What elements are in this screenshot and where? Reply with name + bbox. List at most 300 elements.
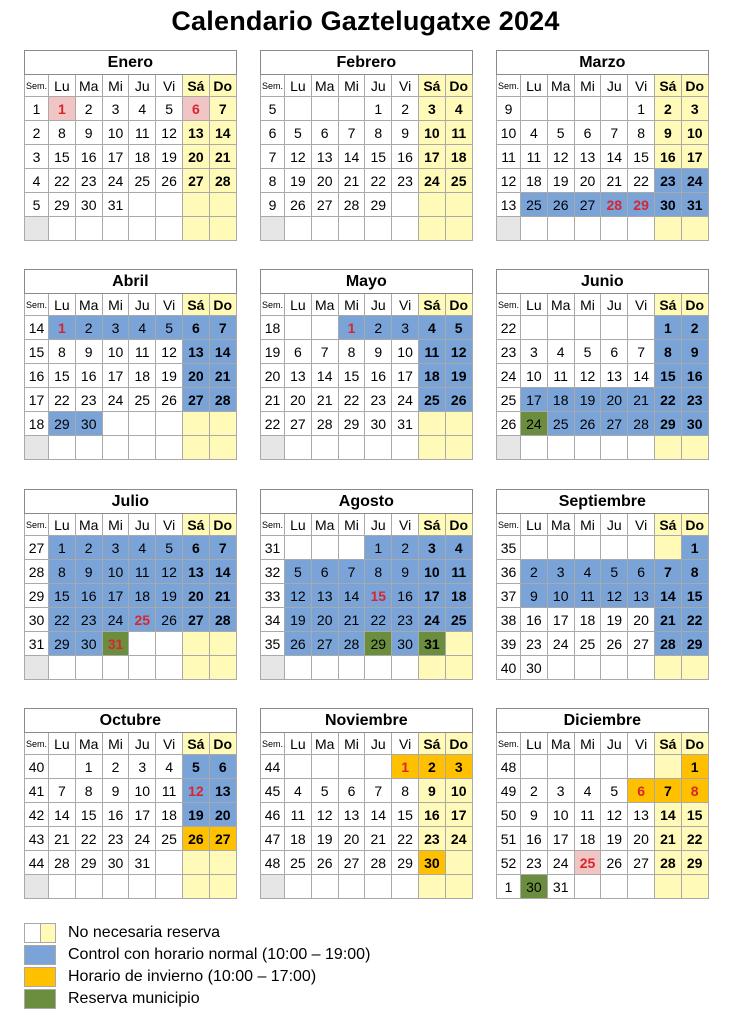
week-number [25,436,49,460]
week-number: 26 [497,412,521,436]
week-number: 22 [261,412,285,436]
empty-day-cell [365,436,392,460]
day-cell: 22 [681,827,708,851]
empty-day-cell [311,97,338,121]
day-cell: 27 [182,608,209,632]
day-cell: 17 [547,827,574,851]
empty-day-cell [601,217,628,241]
empty-day-cell [445,412,472,436]
day-cell: 4 [418,316,445,340]
day-cell: 1 [681,755,708,779]
empty-day-cell [392,656,419,680]
day-cell: 15 [365,145,392,169]
day-cell: 2 [75,536,102,560]
day-cell: 14 [628,364,655,388]
empty-day-cell [628,755,655,779]
day-cell: 8 [681,779,708,803]
empty-day-cell [681,217,708,241]
day-cell: 27 [285,412,312,436]
empty-day-cell [521,316,548,340]
day-cell: 28 [338,632,365,656]
week-number [25,875,49,899]
day-cell: 15 [628,145,655,169]
day-cell: 2 [654,97,681,121]
empty-day-cell [445,875,472,899]
legend-swatch-orange [24,967,56,987]
weekday-header: Mi [102,75,129,97]
empty-day-cell [182,875,209,899]
month-noviembre [260,708,472,899]
day-cell: 30 [102,851,129,875]
day-cell: 27 [601,412,628,436]
day-cell: 24 [129,827,156,851]
day-cell: 13 [285,364,312,388]
day-cell: 16 [392,584,419,608]
weekday-header: Ju [365,733,392,755]
day-cell: 19 [547,169,574,193]
day-cell: 3 [445,755,472,779]
day-cell: 6 [182,536,209,560]
empty-day-cell [129,656,156,680]
day-cell: 3 [129,755,156,779]
week-number: 48 [261,851,285,875]
day-cell: 28 [338,193,365,217]
day-cell: 26 [156,388,183,412]
day-cell: 11 [129,340,156,364]
weekday-header: Sá [654,75,681,97]
week-number: 17 [25,388,49,412]
day-cell: 6 [311,560,338,584]
day-cell: 10 [102,121,129,145]
day-cell: 29 [392,851,419,875]
empty-day-cell [285,536,312,560]
day-cell: 8 [365,560,392,584]
empty-day-cell [311,755,338,779]
day-cell: 20 [285,388,312,412]
weekday-header: Sá [418,294,445,316]
day-cell: 19 [601,608,628,632]
weekday-header: Do [445,294,472,316]
month-febrero [260,50,472,241]
day-cell: 20 [209,803,236,827]
legend-swatch-free [24,923,56,943]
day-cell: 26 [601,632,628,656]
week-number [261,436,285,460]
day-cell: 22 [654,388,681,412]
empty-day-cell [182,412,209,436]
week-number [25,656,49,680]
weekday-header: Do [209,733,236,755]
day-cell: 20 [338,827,365,851]
week-number: 42 [25,803,49,827]
day-cell: 5 [285,560,312,584]
month-octubre [24,708,236,899]
day-cell: 17 [392,364,419,388]
day-cell: 26 [285,632,312,656]
day-cell: 5 [156,536,183,560]
empty-day-cell [338,217,365,241]
weekday-header: Ju [601,75,628,97]
day-cell: 23 [102,827,129,851]
week-number: 11 [497,145,521,169]
weekday-header: Ma [547,733,574,755]
weekday-header: Mi [102,514,129,536]
weekday-header: Sá [418,733,445,755]
day-cell: 7 [628,340,655,364]
day-cell: 25 [521,193,548,217]
day-cell: 6 [311,121,338,145]
month-marzo [496,50,708,241]
empty-day-cell [156,412,183,436]
empty-day-cell [392,193,419,217]
day-cell: 25 [574,632,601,656]
day-cell: 15 [49,584,76,608]
day-cell: 27 [209,827,236,851]
day-cell: 8 [75,779,102,803]
day-cell: 10 [392,340,419,364]
week-number: 7 [261,145,285,169]
day-cell: 4 [445,97,472,121]
weekday-header: Mi [102,733,129,755]
month-diciembre [496,708,708,899]
day-cell: 29 [49,193,76,217]
day-cell: 5 [601,779,628,803]
week-number: 31 [261,536,285,560]
day-cell: 10 [129,779,156,803]
weekday-header: Vi [156,75,183,97]
week-number: 29 [25,584,49,608]
week-number: 46 [261,803,285,827]
day-cell: 21 [49,827,76,851]
day-cell: 30 [681,412,708,436]
day-cell: 1 [654,316,681,340]
day-cell: 3 [102,316,129,340]
empty-day-cell [547,217,574,241]
day-cell: 26 [182,827,209,851]
day-cell: 10 [102,340,129,364]
day-cell: 30 [521,875,548,899]
weekday-header: Do [209,75,236,97]
day-cell: 23 [365,388,392,412]
day-cell: 17 [521,388,548,412]
empty-day-cell [102,436,129,460]
day-cell: 1 [392,755,419,779]
month-name: Marzo [497,51,709,75]
month-name: Febrero [261,51,473,75]
empty-day-cell [574,656,601,680]
day-cell: 12 [285,584,312,608]
week-number: 33 [261,584,285,608]
weekday-header: Ju [365,294,392,316]
legend-swatch-green [24,989,56,1009]
day-cell: 10 [445,779,472,803]
day-cell: 12 [601,584,628,608]
empty-day-cell [49,217,76,241]
week-number: 1 [25,97,49,121]
day-cell: 9 [392,560,419,584]
week-number: 2 [25,121,49,145]
empty-day-cell [49,436,76,460]
empty-day-cell [418,217,445,241]
week-number: 51 [497,827,521,851]
empty-day-cell [547,755,574,779]
empty-day-cell [209,875,236,899]
weekday-header: Ju [601,514,628,536]
day-cell: 31 [102,632,129,656]
week-number [25,217,49,241]
empty-day-cell [365,755,392,779]
day-cell: 12 [445,340,472,364]
day-cell: 20 [311,608,338,632]
day-cell: 25 [547,412,574,436]
day-cell: 7 [654,560,681,584]
empty-day-cell [338,875,365,899]
day-cell: 19 [445,364,472,388]
day-cell: 13 [311,584,338,608]
weekday-header: Do [445,75,472,97]
day-cell: 25 [129,608,156,632]
day-cell: 17 [681,145,708,169]
day-cell: 27 [182,388,209,412]
day-cell: 28 [628,412,655,436]
empty-day-cell [311,436,338,460]
day-cell: 16 [681,364,708,388]
day-cell: 13 [182,560,209,584]
weekday-header: Lu [49,514,76,536]
day-cell: 24 [102,608,129,632]
day-cell: 22 [338,388,365,412]
weekday-header: Lu [521,294,548,316]
day-cell: 7 [654,779,681,803]
day-cell: 26 [285,193,312,217]
day-cell: 8 [338,340,365,364]
day-cell: 14 [311,364,338,388]
empty-day-cell [338,436,365,460]
empty-day-cell [311,875,338,899]
day-cell: 1 [49,536,76,560]
day-cell: 15 [338,364,365,388]
day-cell: 26 [156,608,183,632]
day-cell: 17 [102,364,129,388]
day-cell: 24 [681,169,708,193]
weekday-header: Ju [129,514,156,536]
empty-day-cell [129,436,156,460]
day-cell: 17 [445,803,472,827]
day-cell: 8 [49,560,76,584]
empty-day-cell [129,632,156,656]
day-cell: 8 [654,340,681,364]
week-number: 18 [25,412,49,436]
day-cell: 5 [547,121,574,145]
day-cell: 22 [49,388,76,412]
day-cell: 8 [49,121,76,145]
weekday-header: Mi [338,294,365,316]
day-cell: 18 [129,364,156,388]
day-cell: 11 [129,560,156,584]
week-number: 31 [25,632,49,656]
day-cell: 24 [418,169,445,193]
day-cell: 30 [418,851,445,875]
month-name: Junio [497,270,709,294]
day-cell: 2 [365,316,392,340]
weekday-header: Do [681,75,708,97]
empty-day-cell [129,875,156,899]
day-cell: 24 [521,412,548,436]
day-cell: 29 [681,851,708,875]
day-cell: 18 [547,388,574,412]
day-cell: 10 [418,121,445,145]
weekday-header: Ju [601,294,628,316]
day-cell: 6 [574,121,601,145]
month-mayo [260,269,472,460]
day-cell: 31 [418,632,445,656]
month-name: Abril [25,270,237,294]
weekday-header: Do [209,514,236,536]
empty-day-cell [102,875,129,899]
day-cell: 1 [338,316,365,340]
day-cell: 8 [365,121,392,145]
day-cell: 20 [182,145,209,169]
day-cell: 11 [521,145,548,169]
week-number: 12 [497,169,521,193]
empty-day-cell [418,436,445,460]
weekday-header: Vi [628,294,655,316]
day-cell: 22 [628,169,655,193]
day-cell: 11 [156,779,183,803]
day-cell: 26 [445,388,472,412]
empty-day-cell [418,193,445,217]
day-cell: 22 [75,827,102,851]
day-cell: 15 [654,364,681,388]
empty-day-cell [521,536,548,560]
empty-day-cell [311,656,338,680]
weekday-header: Vi [392,75,419,97]
weekday-header: Mi [338,514,365,536]
week-number-header: Sem. [25,75,49,97]
weekday-header: Ju [365,514,392,536]
day-cell: 3 [418,536,445,560]
day-cell: 16 [365,364,392,388]
legend [24,922,370,1010]
day-cell: 26 [311,851,338,875]
day-cell: 2 [75,316,102,340]
month-name: Octubre [25,709,237,733]
empty-day-cell [102,656,129,680]
day-cell: 6 [182,316,209,340]
day-cell: 2 [418,755,445,779]
weekday-header: Ma [311,75,338,97]
week-number: 36 [497,560,521,584]
day-cell: 26 [574,412,601,436]
month-septiembre [496,489,708,680]
day-cell: 9 [75,121,102,145]
day-cell: 7 [209,97,236,121]
day-cell: 5 [182,755,209,779]
empty-day-cell [338,97,365,121]
day-cell: 23 [75,388,102,412]
empty-day-cell [574,875,601,899]
week-number: 1 [497,875,521,899]
day-cell: 20 [182,584,209,608]
day-cell: 23 [418,827,445,851]
day-cell: 11 [547,364,574,388]
day-cell: 21 [338,169,365,193]
day-cell: 17 [547,608,574,632]
empty-day-cell [182,656,209,680]
weekday-header: Mi [574,514,601,536]
empty-day-cell [654,755,681,779]
day-cell: 7 [311,340,338,364]
day-cell: 20 [182,364,209,388]
weekday-header: Mi [338,75,365,97]
day-cell: 25 [445,169,472,193]
empty-day-cell [547,436,574,460]
day-cell: 23 [392,169,419,193]
day-cell: 5 [285,121,312,145]
empty-day-cell [418,412,445,436]
weekday-header: Do [681,733,708,755]
week-number: 21 [261,388,285,412]
month-name: Enero [25,51,237,75]
empty-day-cell [75,875,102,899]
empty-day-cell [418,875,445,899]
weekday-header: Lu [285,514,312,536]
empty-day-cell [75,436,102,460]
empty-day-cell [654,436,681,460]
day-cell: 3 [418,97,445,121]
week-number [261,217,285,241]
day-cell: 11 [574,803,601,827]
day-cell: 18 [129,584,156,608]
week-number: 41 [25,779,49,803]
day-cell: 18 [445,145,472,169]
day-cell: 20 [574,169,601,193]
weekday-header: Ma [547,75,574,97]
empty-day-cell [574,316,601,340]
empty-day-cell [285,436,312,460]
month-name: Septiembre [497,490,709,514]
day-cell: 24 [392,388,419,412]
empty-day-cell [285,875,312,899]
empty-day-cell [654,875,681,899]
day-cell: 3 [102,536,129,560]
day-cell: 9 [75,340,102,364]
empty-day-cell [338,755,365,779]
week-number: 25 [497,388,521,412]
weekday-header: Sá [182,514,209,536]
empty-day-cell [182,632,209,656]
day-cell: 4 [574,560,601,584]
day-cell: 16 [521,608,548,632]
day-cell: 10 [547,584,574,608]
empty-day-cell [209,193,236,217]
day-cell: 21 [365,827,392,851]
day-cell: 15 [75,803,102,827]
week-number: 47 [261,827,285,851]
day-cell: 13 [182,121,209,145]
legend-item-free [24,922,370,944]
day-cell: 12 [156,340,183,364]
week-number: 27 [25,536,49,560]
day-cell: 30 [75,412,102,436]
day-cell: 14 [49,803,76,827]
day-cell: 27 [182,169,209,193]
day-cell: 18 [521,169,548,193]
month-abril [24,269,236,460]
day-cell: 6 [182,97,209,121]
week-number-header: Sem. [25,514,49,536]
day-cell: 30 [392,632,419,656]
